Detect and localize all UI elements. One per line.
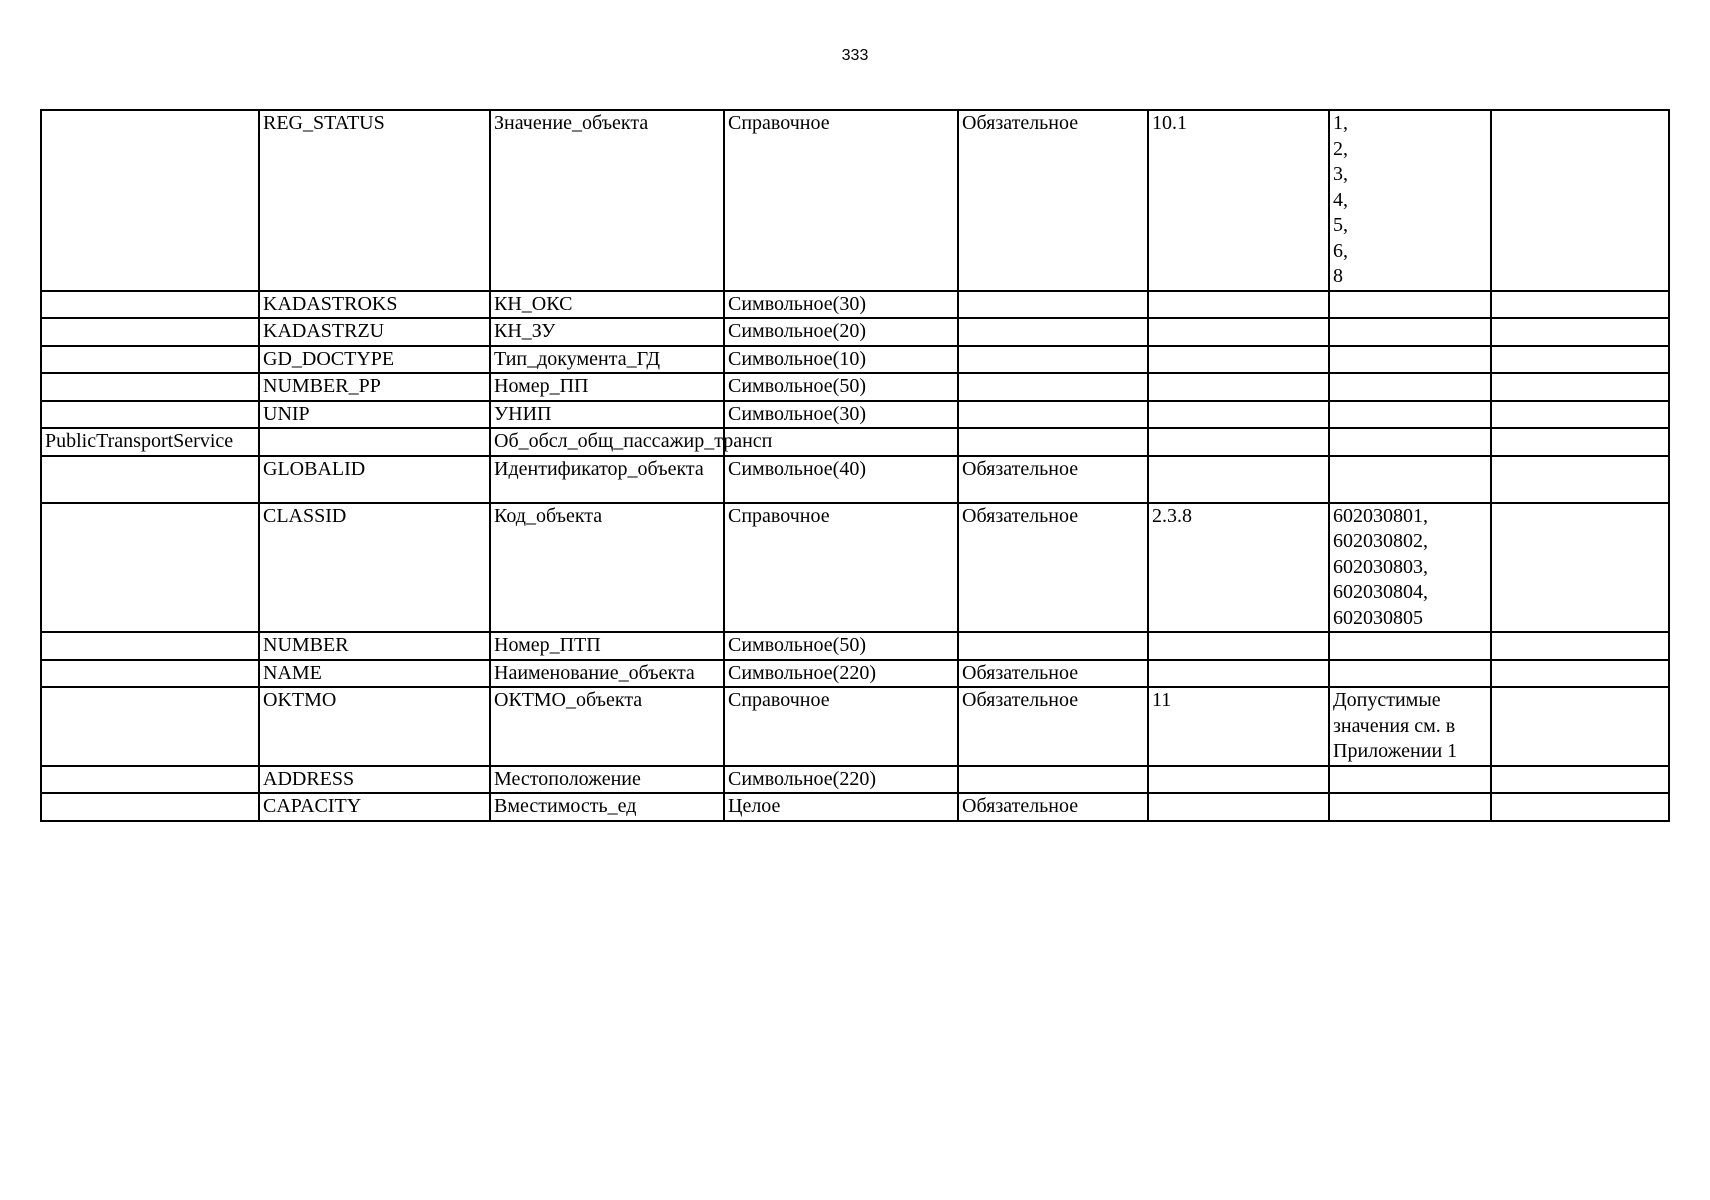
allowed-values-cell: [1329, 318, 1491, 346]
reference-cell: [1148, 766, 1329, 794]
object-class-cell: [41, 401, 259, 429]
requirement-cell: Обязательное: [958, 687, 1148, 766]
field-type-cell: Символьное(30): [724, 291, 958, 319]
table-row: [41, 110, 1669, 291]
cell-line: 602030804,: [1333, 581, 1428, 603]
object-class-cell: [41, 632, 259, 660]
allowed-values-cell: [1329, 401, 1491, 429]
field-code-cell: GLOBALID: [259, 456, 490, 503]
reference-cell: 10.1: [1148, 110, 1329, 291]
field-type-cell: Символьное(50): [724, 373, 958, 401]
notes-cell: [1491, 660, 1669, 688]
table-row: [41, 456, 1669, 503]
notes-cell: [1491, 503, 1669, 633]
table-row: [41, 766, 1669, 794]
field-type-cell: Справочное: [724, 503, 958, 633]
notes-cell: [1491, 456, 1669, 503]
requirement-cell: [958, 428, 1148, 456]
object-class-cell: PublicTransportService: [41, 428, 259, 456]
field-code-cell: UNIP: [259, 401, 490, 429]
field-code-cell: KADASTROKS: [259, 291, 490, 319]
allowed-values-cell: [1329, 346, 1491, 374]
object-class-cell: [41, 793, 259, 821]
allowed-values-cell: [1329, 793, 1491, 821]
table-row: [41, 346, 1669, 374]
requirement-cell: Обязательное: [958, 456, 1148, 503]
requirement-cell: [958, 318, 1148, 346]
table-row: [41, 793, 1669, 821]
cell-line: 6,: [1333, 239, 1348, 262]
allowed-values-cell: [1329, 632, 1491, 660]
notes-cell: [1491, 373, 1669, 401]
requirement-cell: [958, 291, 1148, 319]
field-alias-cell: Идентификатор_объекта: [490, 456, 724, 503]
field-type-cell: Символьное(30): [724, 401, 958, 429]
field-alias-cell: ОКТМО_объекта: [490, 687, 724, 766]
notes-cell: [1491, 346, 1669, 374]
object-class-cell: [41, 456, 259, 503]
requirement-cell: Обязательное: [958, 660, 1148, 688]
allowed-values-cell: [1329, 110, 1491, 291]
field-code-cell: KADASTRZU: [259, 318, 490, 346]
reference-cell: [1148, 428, 1329, 456]
notes-cell: [1491, 428, 1669, 456]
cell-line: Приложении 1: [1333, 740, 1458, 762]
object-class-cell: [41, 503, 259, 633]
field-code-cell: GD_DOCTYPE: [259, 346, 490, 374]
notes-cell: [1491, 793, 1669, 821]
cell-line: значения см. в: [1333, 714, 1456, 737]
cell-line: 602030801,: [1333, 504, 1428, 527]
notes-cell: [1491, 632, 1669, 660]
notes-cell: [1491, 766, 1669, 794]
attribute-table: [40, 109, 1670, 822]
table-row: [41, 373, 1669, 401]
allowed-values-cell: [1329, 291, 1491, 319]
field-alias-cell: КН_ОКС: [490, 291, 724, 319]
object-class-cell: [41, 373, 259, 401]
field-type-cell: Целое: [724, 793, 958, 821]
table-row: [41, 428, 1669, 456]
field-type-cell: Справочное: [724, 110, 958, 291]
page-number: 333: [841, 47, 869, 64]
reference-cell: 11: [1148, 687, 1329, 766]
cell-line: Допустимые: [1333, 689, 1441, 711]
allowed-values-cell: [1329, 428, 1491, 456]
allowed-values-cell: [1329, 373, 1491, 401]
table-row: [41, 660, 1669, 688]
table-row: [41, 503, 1669, 633]
requirement-cell: [958, 632, 1148, 660]
field-type-cell: Символьное(20): [724, 318, 958, 346]
reference-cell: [1148, 291, 1329, 319]
field-alias-cell: Номер_ПП: [490, 373, 724, 401]
field-alias-cell: КН_ЗУ: [490, 318, 724, 346]
table-row: [41, 401, 1669, 429]
object-class-cell: [41, 110, 259, 291]
field-alias-cell: УНИП: [490, 401, 724, 429]
reference-cell: [1148, 346, 1329, 374]
cell-line: 602030802,: [1333, 530, 1428, 552]
reference-cell: [1148, 373, 1329, 401]
field-code-cell: NUMBER_PP: [259, 373, 490, 401]
field-type-cell: Справочное: [724, 687, 958, 766]
object-class-cell: [41, 687, 259, 766]
cell-line: 8: [1333, 265, 1343, 287]
requirement-cell: Обязательное: [958, 110, 1148, 291]
table-row: [41, 632, 1669, 660]
cell-line: 4,: [1333, 188, 1348, 211]
allowed-values-cell: [1329, 456, 1491, 503]
cell-line: 2,: [1333, 137, 1348, 160]
cell-line: 3,: [1333, 163, 1348, 185]
field-type-cell: Символьное(40): [724, 456, 958, 503]
notes-cell: [1491, 291, 1669, 319]
field-alias-cell: Номер_ПТП: [490, 632, 724, 660]
requirement-cell: [958, 401, 1148, 429]
attribute-table-body: [41, 110, 1669, 821]
notes-cell: [1491, 687, 1669, 766]
notes-cell: [1491, 401, 1669, 429]
allowed-values-cell: [1329, 687, 1491, 766]
cell-line: 602030803,: [1333, 555, 1428, 578]
allowed-values-cell: [1329, 766, 1491, 794]
field-alias-cell: Вместимость_ед: [490, 793, 724, 821]
notes-cell: [1491, 110, 1669, 291]
requirement-cell: [958, 346, 1148, 374]
field-alias-cell: Наименование_объекта: [490, 660, 724, 688]
field-alias-cell: Значение_объекта: [490, 110, 724, 291]
field-code-cell: CAPACITY: [259, 793, 490, 821]
field-code-cell: REG_STATUS: [259, 110, 490, 291]
field-code-cell: ADDRESS: [259, 766, 490, 794]
field-code-cell: NAME: [259, 660, 490, 688]
requirement-cell: Обязательное: [958, 793, 1148, 821]
cell-line: 1,: [1333, 112, 1348, 134]
field-code-cell: [259, 428, 490, 456]
reference-cell: [1148, 793, 1329, 821]
cell-line: 602030805: [1333, 606, 1423, 629]
object-class-cell: [41, 318, 259, 346]
field-type-cell: Символьное(220): [724, 660, 958, 688]
object-class-cell: [41, 660, 259, 688]
field-type-cell: Символьное(10): [724, 346, 958, 374]
field-alias-cell: Тип_документа_ГД: [490, 346, 724, 374]
reference-cell: [1148, 318, 1329, 346]
field-alias-cell: Код_объекта: [490, 503, 724, 633]
requirement-cell: [958, 373, 1148, 401]
reference-cell: [1148, 401, 1329, 429]
object-class-cell: [41, 291, 259, 319]
object-class-cell: [41, 346, 259, 374]
field-alias-cell: Местоположение: [490, 766, 724, 794]
object-class-cell: [41, 766, 259, 794]
notes-cell: [1491, 318, 1669, 346]
reference-cell: [1148, 456, 1329, 503]
table-row: [41, 687, 1669, 766]
reference-cell: 2.3.8: [1148, 503, 1329, 633]
allowed-values-cell: [1329, 660, 1491, 688]
field-code-cell: NUMBER: [259, 632, 490, 660]
field-type-cell: Символьное(220): [724, 766, 958, 794]
reference-cell: [1148, 632, 1329, 660]
field-alias-cell: Об_обсл_общ_пассажир_трансп: [490, 428, 724, 456]
allowed-values-cell: [1329, 503, 1491, 633]
table-row: [41, 291, 1669, 319]
field-code-cell: CLASSID: [259, 503, 490, 633]
requirement-cell: Обязательное: [958, 503, 1148, 633]
field-type-cell: Символьное(50): [724, 632, 958, 660]
field-code-cell: OKTMO: [259, 687, 490, 766]
reference-cell: [1148, 660, 1329, 688]
cell-line: 5,: [1333, 214, 1348, 236]
table-row: [41, 318, 1669, 346]
requirement-cell: [958, 766, 1148, 794]
